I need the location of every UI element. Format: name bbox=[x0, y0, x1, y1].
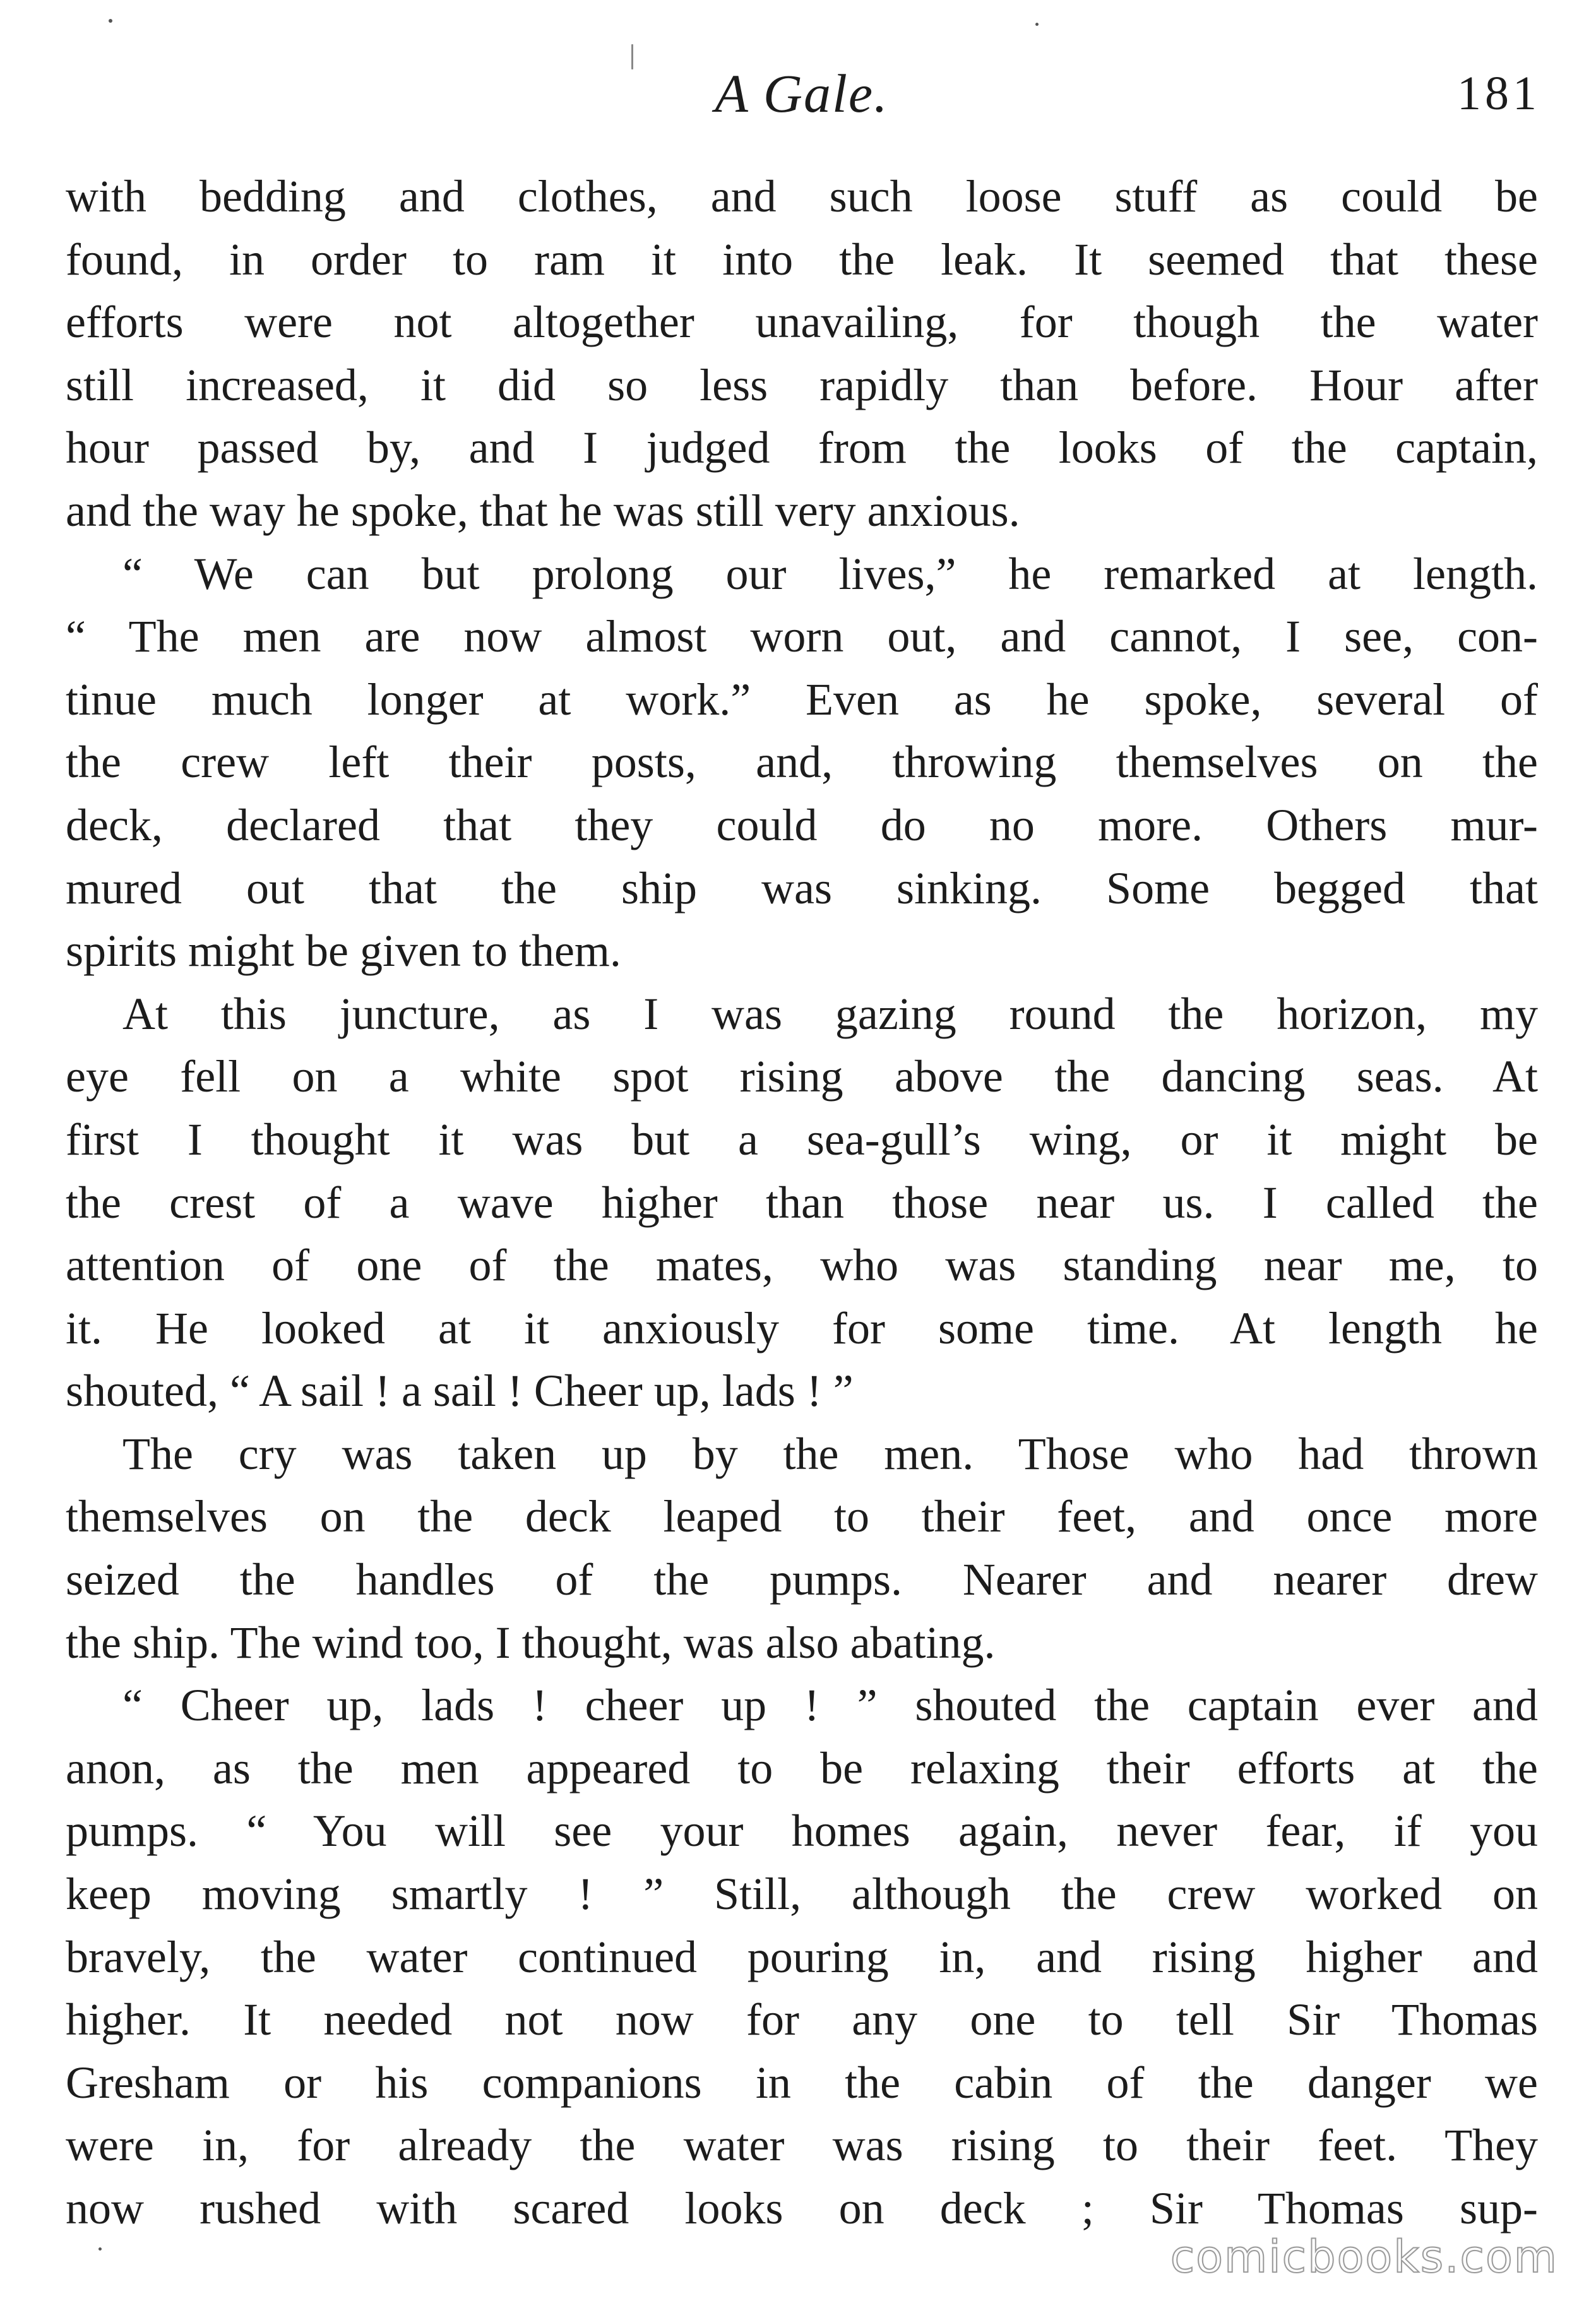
paragraph-start-line: At this juncture, as I was gazing round the horizon, my bbox=[122, 988, 1538, 1039]
text-line: the ship. The wind too, I thought, was also abating. bbox=[66, 1617, 996, 1668]
text-line: pumps. “ You will see your homes again, never fear, if you bbox=[66, 1805, 1538, 1857]
paragraph-start-line: The cry was taken up by the men. Those who had thrown bbox=[122, 1428, 1538, 1479]
text-line: now rushed with scared looks on deck ; Sir Thomas sup- bbox=[66, 2183, 1538, 2234]
paragraph-start-line: “ We can but prolong our lives,” he remarked at length. bbox=[122, 548, 1538, 599]
text-line: and the way he spoke, that he was still very anxious. bbox=[66, 485, 1020, 536]
ink-speck bbox=[98, 2247, 102, 2251]
text-line: it. He looked at it anxiously for some time. At length he bbox=[66, 1302, 1538, 1353]
text-line: with bedding and clothes, and such loose stuff as could be bbox=[66, 171, 1538, 222]
ink-speck bbox=[631, 44, 633, 69]
text-line: anon, as the men appeared to be relaxing their efforts at the bbox=[66, 1742, 1538, 1793]
text-line: attention of one of the mates, who was standing near me, to bbox=[66, 1240, 1538, 1291]
ink-speck bbox=[109, 19, 112, 23]
text-line: efforts were not altogether unavailing, for though the water bbox=[66, 297, 1538, 348]
text-line: still increased, it did so less rapidly than before. Hour after bbox=[66, 359, 1538, 410]
text-line: found, in order to ram it into the leak. It seemed that these bbox=[66, 234, 1538, 285]
text-line: the crew left their posts, and, throwing themselves on the bbox=[66, 737, 1538, 788]
text-line: themselves on the deck leaped to their feet, and once more bbox=[66, 1491, 1538, 1542]
text-line: spirits might be given to them. bbox=[66, 925, 621, 977]
running-title: A Gale. bbox=[715, 63, 889, 124]
text-line: eye fell on a white spot rising above the dancing seas. At bbox=[66, 1051, 1538, 1102]
text-line: tinue much longer at work.” Even as he spoke, several of bbox=[66, 674, 1538, 725]
ink-speck bbox=[1035, 23, 1039, 26]
text-line: deck, declared that they could do no more. Others mur- bbox=[66, 799, 1538, 850]
text-line: bravely, the water continued pouring in, and rising higher and bbox=[66, 1931, 1538, 1982]
text-line: the crest of a wave higher than those near us. I called the bbox=[66, 1177, 1538, 1228]
text-line: seized the handles of the pumps. Nearer and nearer drew bbox=[66, 1554, 1538, 1605]
text-line: hour passed by, and I judged from the looks of the captain, bbox=[66, 422, 1538, 473]
text-line: Gresham or his companions in the cabin of the danger we bbox=[66, 2057, 1538, 2108]
text-line: shouted, “ A sail ! a sail ! Cheer up, lads ! ” bbox=[66, 1365, 854, 1417]
body-text bbox=[66, 165, 1538, 2240]
paragraph-start-line: “ Cheer up, lads ! cheer up ! ” shouted the captain ever and bbox=[122, 1680, 1538, 1731]
text-line: were in, for already the water was rising to their feet. They bbox=[66, 2120, 1538, 2171]
text-line: “ The men are now almost worn out, and cannot, I see, con- bbox=[66, 611, 1538, 662]
watermark-logo: comicbooks.com bbox=[1170, 2231, 1558, 2283]
page-number: 181 bbox=[1457, 67, 1540, 120]
text-line: mured out that the ship was sinking. Some begged that bbox=[66, 862, 1538, 913]
text-line: keep moving smartly ! ” Still, although the crew worked on bbox=[66, 1869, 1538, 1920]
text-line: higher. It needed not now for any one to tell Sir Thomas bbox=[66, 1994, 1538, 2045]
text-line: first I thought it was but a sea-gull’s wing, or it might be bbox=[66, 1114, 1538, 1165]
page-header bbox=[63, 56, 1540, 131]
